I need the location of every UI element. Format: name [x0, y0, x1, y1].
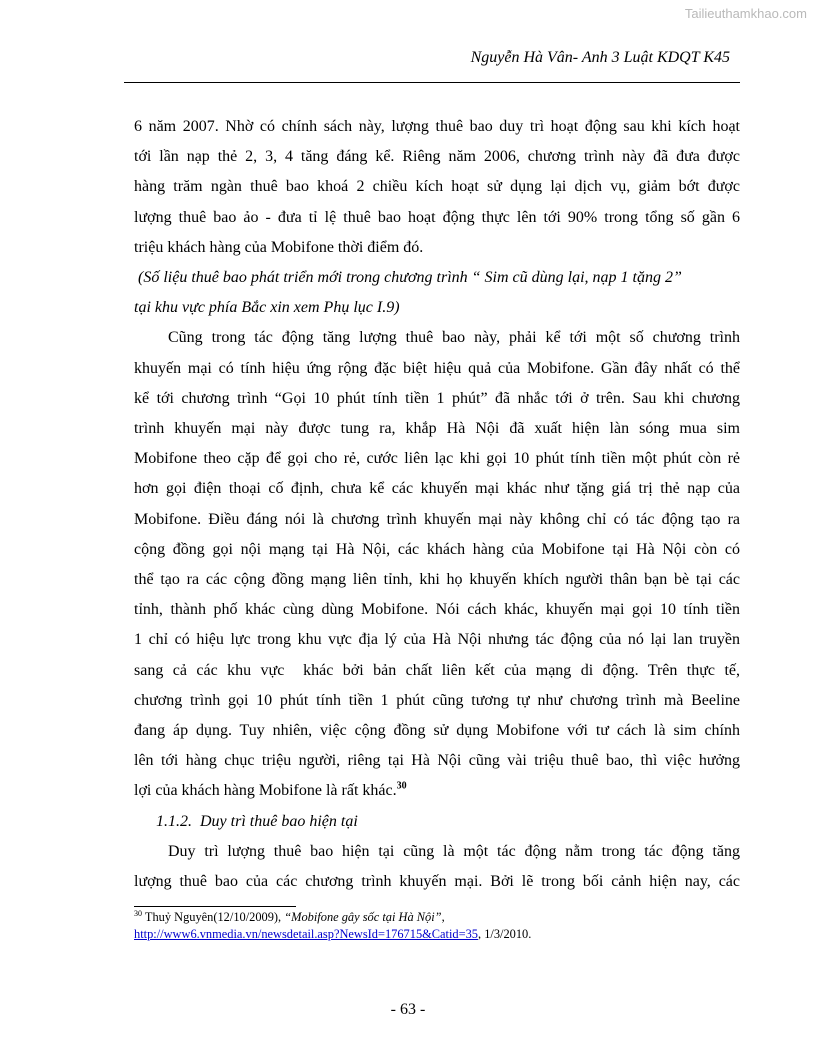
watermark: Tailieuthamkhao.com: [684, 6, 807, 21]
footnote-date: , 1/3/2010.: [478, 927, 532, 941]
text-line: 6 năm 2007. Nhờ có chính sách này, lượng thuê bao duy trì hoạt động sau khi kích hoạt: [134, 118, 740, 135]
text-line: Duy trì lượng thuê bao hiện tại cũng là một tác động nằm trong tác động tăng: [168, 842, 740, 860]
section-heading: 1.1.2. Duy trì thuê bao hiện tại: [156, 812, 358, 830]
page-body: [134, 112, 740, 897]
text-line: cộng đồng gọi nội mạng tại Hà Nội, các khách hàng của Mobifone tại Hà Nội còn có: [134, 540, 740, 558]
text-line: đang áp dụng. Tuy nhiên, việc cộng đồng sử dụng Mobifone với tư cách là sim chính: [134, 722, 740, 740]
text-line: kể tới chương trình “Gọi 10 phút tính tiền 1 phút” đã nhắc tới ở trên. Sau khi chương: [134, 389, 740, 407]
footnote-divider: [134, 906, 296, 907]
footnote-line: [134, 909, 740, 926]
footnote-line: [134, 926, 740, 943]
running-header: Nguyễn Hà Vân- Anh 3 Luật KDQT K45: [470, 49, 730, 66]
text-line: chương trình gọi 10 phút tính tiền 1 phút cũng tương tự như chương trình mà Beeline: [134, 691, 740, 709]
appendix-note: [134, 263, 740, 323]
paragraph-1: [134, 112, 740, 263]
text-line: sang cả các khu vực khác bởi bản chất liên kết của mạng di động. Trên thực tế,: [134, 661, 740, 679]
footnote-comma: ,: [441, 910, 445, 924]
header-divider: [124, 82, 740, 83]
text-line: triệu khách hàng của Mobifone thời điểm đó.: [134, 238, 424, 256]
footnote: [134, 909, 740, 943]
text-line: tới lần nạp thẻ 2, 3, 4 tăng đáng kể. Riêng năm 2006, chương trình này đã đưa được: [134, 148, 740, 166]
text-line: Cũng trong tác động tăng lượng thuê bao này, phải kể tới một số chương trình: [168, 329, 740, 347]
paragraph-2: [134, 323, 740, 806]
text-line: hàng trăm ngàn thuê bao khoá 2 chiều kích hoạt sử dụng lại dịch vụ, giảm bớt được: [134, 178, 740, 196]
text-line: hơn gọi điện thoại cố định, chưa kể các khuyến mại khác như tặng giá trị thẻ nạp của: [134, 480, 740, 498]
text-line: trình khuyến mại này được tung ra, khắp Hà Nội đã xuất hiện làn sóng mua sim: [134, 420, 740, 438]
text-line: Mobifone theo cặp để gọi cho rẻ, cước liên lạc khi gọi 10 phút tính tiền một phút còn rẻ: [134, 450, 740, 468]
text-line: 1 chỉ có hiệu lực trong khu vực địa lý của Hà Nội nhưng tác động của nó lại lan truyền: [134, 631, 740, 649]
paragraph-3: [134, 837, 740, 897]
text-line: tại khu vực phía Bắc xin xem Phụ lục I.9): [134, 299, 400, 317]
footnote-title: “Mobifone gây sốc tại Hà Nội”: [284, 910, 442, 924]
footnote-link[interactable]: http://www6.vnmedia.vn/newsdetail.asp?NewsId=176715&Catid=35: [134, 927, 478, 941]
text-line: thể tạo ra các cộng đồng mạng liên tỉnh, khi họ khuyến khích người thân bạn bè tại các: [134, 571, 740, 589]
text-line: (Số liệu thuê bao phát triển mới trong chương trình “ Sim cũ dùng lại, nạp 1 tặng 2”: [134, 269, 682, 287]
text-line: lượng thuê bao ảo - đưa tỉ lệ thuê bao hoạt động thực lên tới 90% trong tổng số gần 6: [134, 208, 740, 226]
page-number: - 63 -: [390, 1001, 426, 1018]
footnote-author: Thuỷ Nguyên(12/10/2009),: [142, 910, 285, 924]
text-segment: lợi của khách hàng Mobifone là rất khác.: [134, 782, 397, 800]
text-line: lượng thuê bao của các chương trình khuyến mại. Bởi lẽ trong bối cảnh hiện nay, các: [134, 873, 740, 891]
text-line: lên tới hàng chục triệu người, riêng tại Hà Nội cũng vài triệu thuê bao, thì việc hưởng: [134, 752, 740, 770]
footnote-number: 30: [134, 908, 142, 918]
text-line: [134, 776, 740, 806]
text-line: Mobifone. Điều đáng nói là chương trình khuyến mại này không chỉ có tác động tạo ra: [134, 510, 740, 528]
text-line: khuyến mại có tính hiệu ứng rộng đặc biệt hiệu quả của Mobifone. Gần đây nhất có thể: [134, 359, 740, 377]
text-line: tỉnh, thành phố khác cùng dùng Mobifone. Nói cách khác, khuyến mại gọi 10 tính tiền: [134, 601, 740, 619]
footnote-reference[interactable]: 30: [396, 781, 407, 793]
